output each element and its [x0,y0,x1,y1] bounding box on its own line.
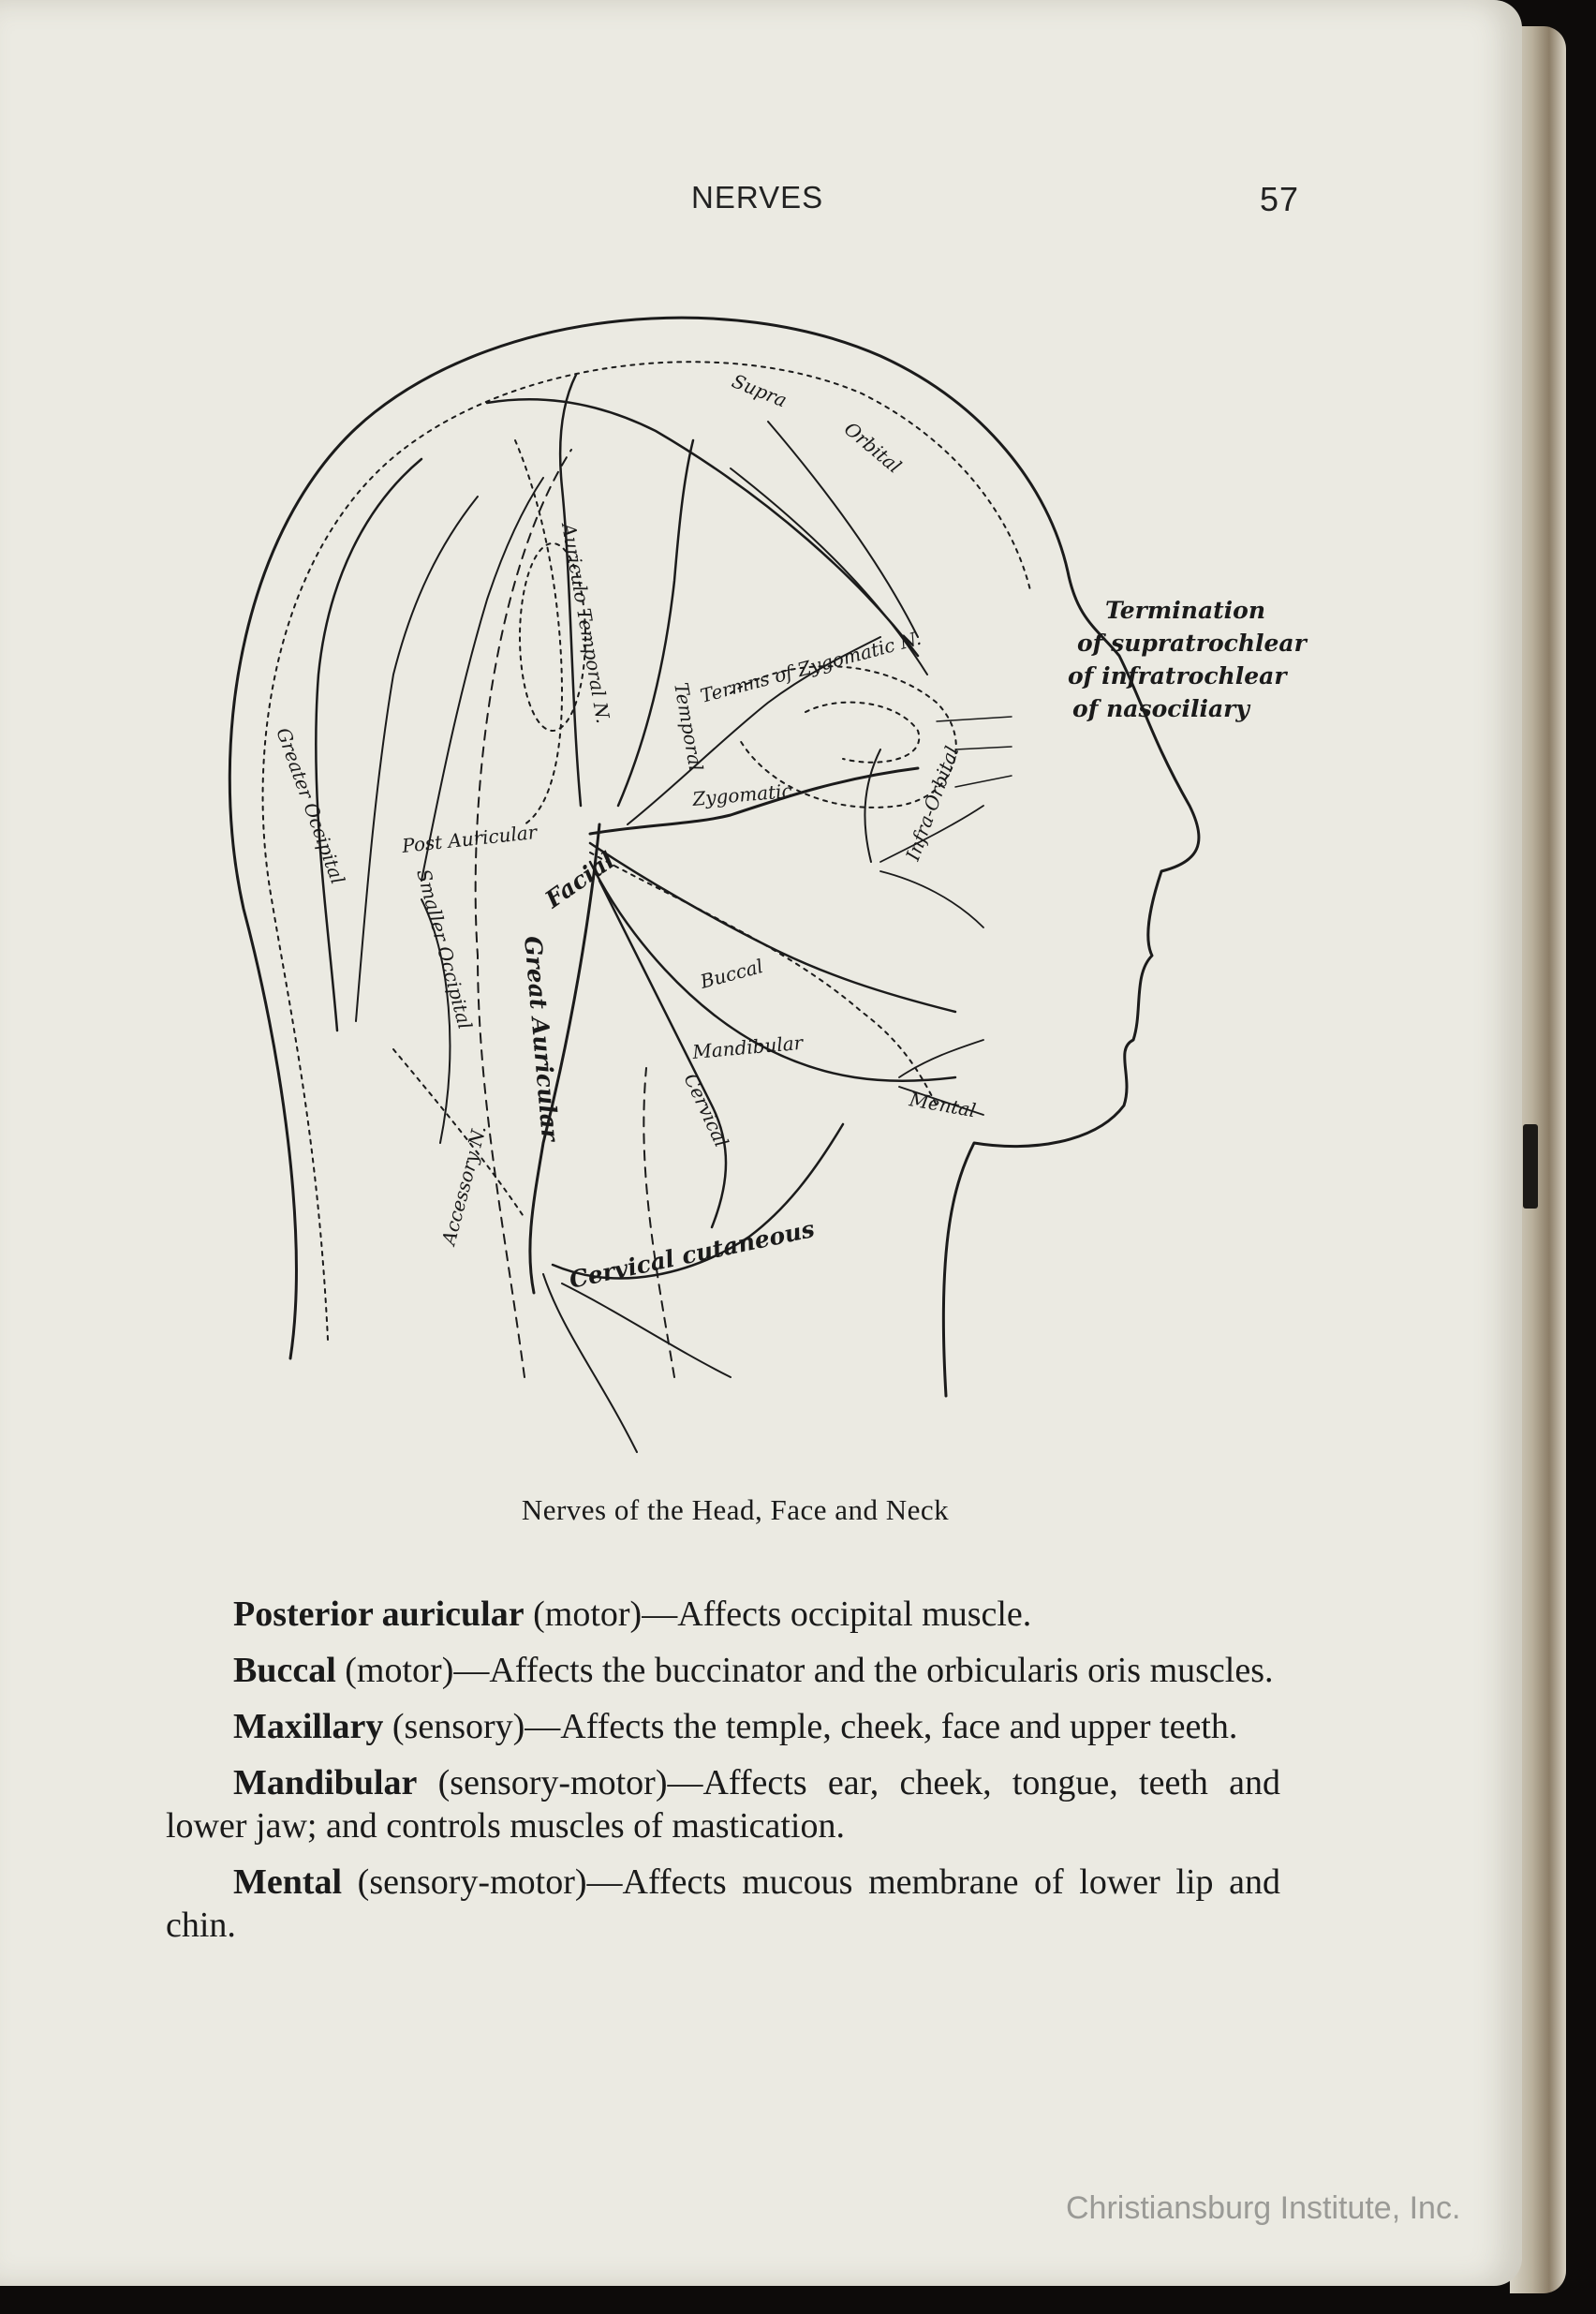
term: Posterior auricular [233,1595,525,1634]
body-text [166,1593,1280,1960]
running-head-title: NERVES [691,180,824,215]
figure-caption: Nerves of the Head, Face and Neck [521,1493,950,1526]
definition: (motor)—Affects occipital muscle. [524,1595,1032,1634]
label-accessory: Accessory N. [436,1122,491,1248]
definition: (sensory-motor)—Affects ear, cheek, tongue, teeth and lower jaw; and controls muscles of mastication. [166,1763,1280,1846]
label-nasociliary: of nasociliary [1072,695,1249,722]
label-orbital: Orbital [839,417,906,478]
term: Buccal [233,1651,336,1690]
page-edge-mark [1523,1124,1538,1209]
label-termns-zygomatic: Termns of Zygomatic N. [698,626,924,707]
label-cervical: Cervical [679,1069,733,1151]
label-zygomatic: Zygomatic [691,779,793,810]
label-facial: Facial [539,846,620,913]
paragraph-buccal [166,1649,1280,1692]
label-post-auricular: Post Auricular [401,820,539,857]
term: Maxillary [233,1707,384,1746]
greater-occipital-nerve [316,459,421,1031]
label-mandibular: Mandibular [691,1031,805,1063]
term: Mandibular [233,1763,418,1802]
paragraph-mental [166,1861,1280,1947]
label-great-auricular: Great Auricular [519,934,565,1143]
label-greater-occipital: Greater Occipital [272,724,349,887]
watermark: Christiansburg Institute, Inc. [1066,2190,1461,2226]
head-outline [229,318,1199,1396]
label-supratrochlear: of supratrochlear [1077,630,1307,657]
label-auriculo-temporal: Auriculo Temporal N. [557,521,615,725]
label-mental: Mental [908,1088,978,1122]
label-temporal: Temporal [670,680,708,773]
label-termination: Termination [1105,597,1266,624]
label-infra-orbital: Infra-Orbital [901,743,964,864]
definition: (motor)—Affects the buccinator and the orbicularis oris muscles. [335,1651,1274,1690]
term: Mental [233,1862,343,1902]
paragraph-posterior-auricular [166,1593,1280,1636]
definition: (sensory-motor)—Affects mucous membrane of lower lip and chin. [166,1862,1280,1945]
label-smaller-occipital: Smaller Occipital [412,867,477,1032]
paragraph-mandibular [166,1761,1280,1847]
label-cervical-cutaneous: Cervical cutaneous [567,1215,818,1294]
label-supra: Supra [729,369,791,412]
paragraph-maxillary [166,1705,1280,1748]
head-nerve-diagram [206,300,1311,1480]
page-number: 57 [1260,180,1300,218]
definition: (sensory)—Affects the temple, cheek, face and upper teeth. [383,1707,1238,1746]
nerve-illustration [206,300,1311,1480]
label-infratrochlear: of infratrochlear [1068,662,1287,690]
label-buccal: Buccal [698,954,766,993]
